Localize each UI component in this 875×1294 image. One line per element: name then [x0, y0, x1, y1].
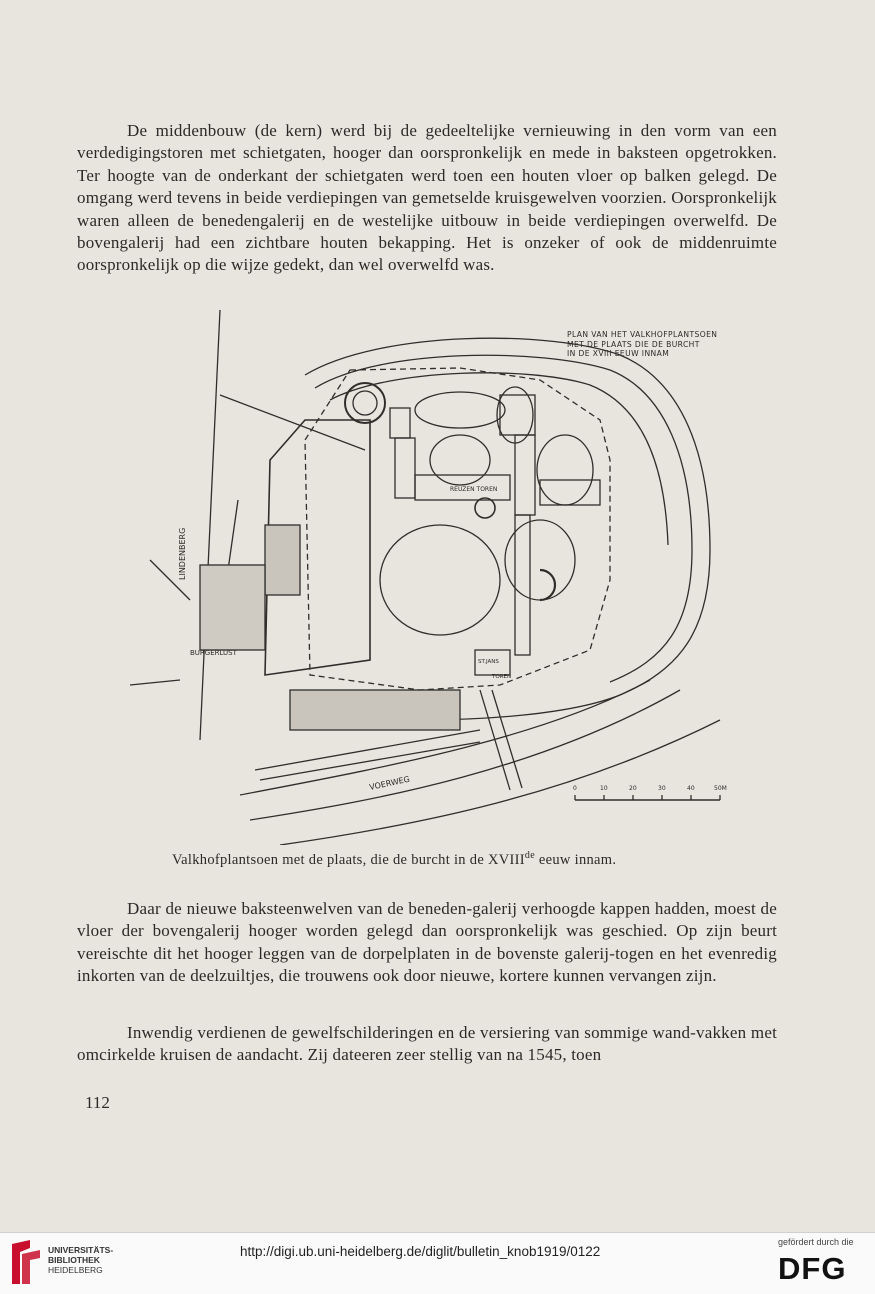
label-voerweg: VOERWEG — [368, 774, 411, 792]
label-toren: TOREN — [492, 674, 512, 680]
label-reuzen-toren: REUZEN TOREN — [450, 486, 498, 493]
caption-superscript: de — [524, 850, 535, 861]
paragraph-3 — [77, 1022, 777, 1067]
viewer-footer — [0, 1232, 875, 1294]
scale-label: 40 — [687, 785, 695, 792]
valkhof-plan-map — [120, 300, 740, 845]
figure-caption — [172, 850, 616, 869]
scale-label: 0 — [573, 785, 577, 792]
page-number: 112 — [85, 1093, 110, 1112]
label-st-jans-toren: ST.JANS — [478, 659, 499, 665]
plan-title-line: IN DE XVIII EEUW INNAM — [567, 349, 670, 358]
university-library-logo-icon[interactable] — [10, 1238, 44, 1286]
plan-title — [567, 330, 717, 359]
scale-label: 20 — [629, 785, 637, 792]
scale-label: 30 — [658, 785, 666, 792]
plan-title-line: MET DE PLAATS DIE DE BURCHT — [567, 339, 700, 349]
sponsor-label: gefördert durch die — [778, 1237, 854, 1247]
plan-title-line: PLAN VAN HET VALKHOFPLANTSOEN — [567, 330, 718, 339]
paragraph-1 — [77, 120, 777, 277]
label-lindenberg: LINDENBERG — [178, 527, 187, 580]
caption-tail: eeuw innam. — [534, 851, 617, 868]
document-url-link[interactable]: http://digi.ub.uni-heidelberg.de/diglit/bulletin_knob1919/0122 — [240, 1244, 601, 1259]
scale-labels — [573, 785, 727, 792]
library-name-line: BIBLIOTHEK — [48, 1255, 100, 1265]
library-name[interactable] — [48, 1245, 113, 1275]
paragraph-2-text: Daar de nieuwe baksteenwelven van de beneden-galerij verhoogde kappen hadden, moest de vloer der bovengalerij hooger worden gelegd dan oorspronkelijk was geschied. Op zijn beurt vereischte dit het hooger leggen van de dorpelplaten in de bovenste galerij-togen en het evenredig inkorten van de deelzuiltjes, die trouwens ook door nieuwe, kortere kunnen vervangen zijn. — [77, 899, 777, 986]
scale-label: 50M — [714, 785, 727, 792]
library-name-line: UNIVERSITÄTS- — [48, 1245, 114, 1255]
paragraph-3-text: Inwendig verdienen de gewelfschilderingen en de versiering van sommige wand-vakken met omcirkelde kruisen de aandacht. Zij dateeren zeer stellig van na 1545, toen — [77, 1023, 777, 1065]
paragraph-1-text: De middenbouw (de kern) werd bij de gedeeltelijke vernieuwing in den vorm van een verdedigingstoren met schietgaten, hooger dan oorspronkelijk en mede in baksteen opgetrokken. Ter hoogte van de onderkant der schietgaten werd toen een houten vloer op balken gelegd. De omgang werd tevens in beide verdiepingen van gemetselde kruisgewelven voorzien. Oorspronkelijk waren alleen de benedengalerij en de westelijke uitbouw in beide verdiepingen overwelfd. De bovengalerij had een zichtbare houten bekapping. Het is onzeker of ook de middenruimte oorspronkelijk op die wijze gedekt, dan wel overwelfd was. — [77, 121, 777, 275]
paragraph-2 — [77, 898, 777, 988]
dfg-logo[interactable]: DFG — [778, 1251, 847, 1286]
library-name-line: HEIDELBERG — [48, 1265, 103, 1275]
caption-text: Valkhofplantsoen met de plaats, die de burcht in de XVIII — [172, 851, 525, 868]
scale-label: 10 — [600, 785, 608, 792]
label-burgerlust: BURGERLUST — [190, 649, 237, 657]
